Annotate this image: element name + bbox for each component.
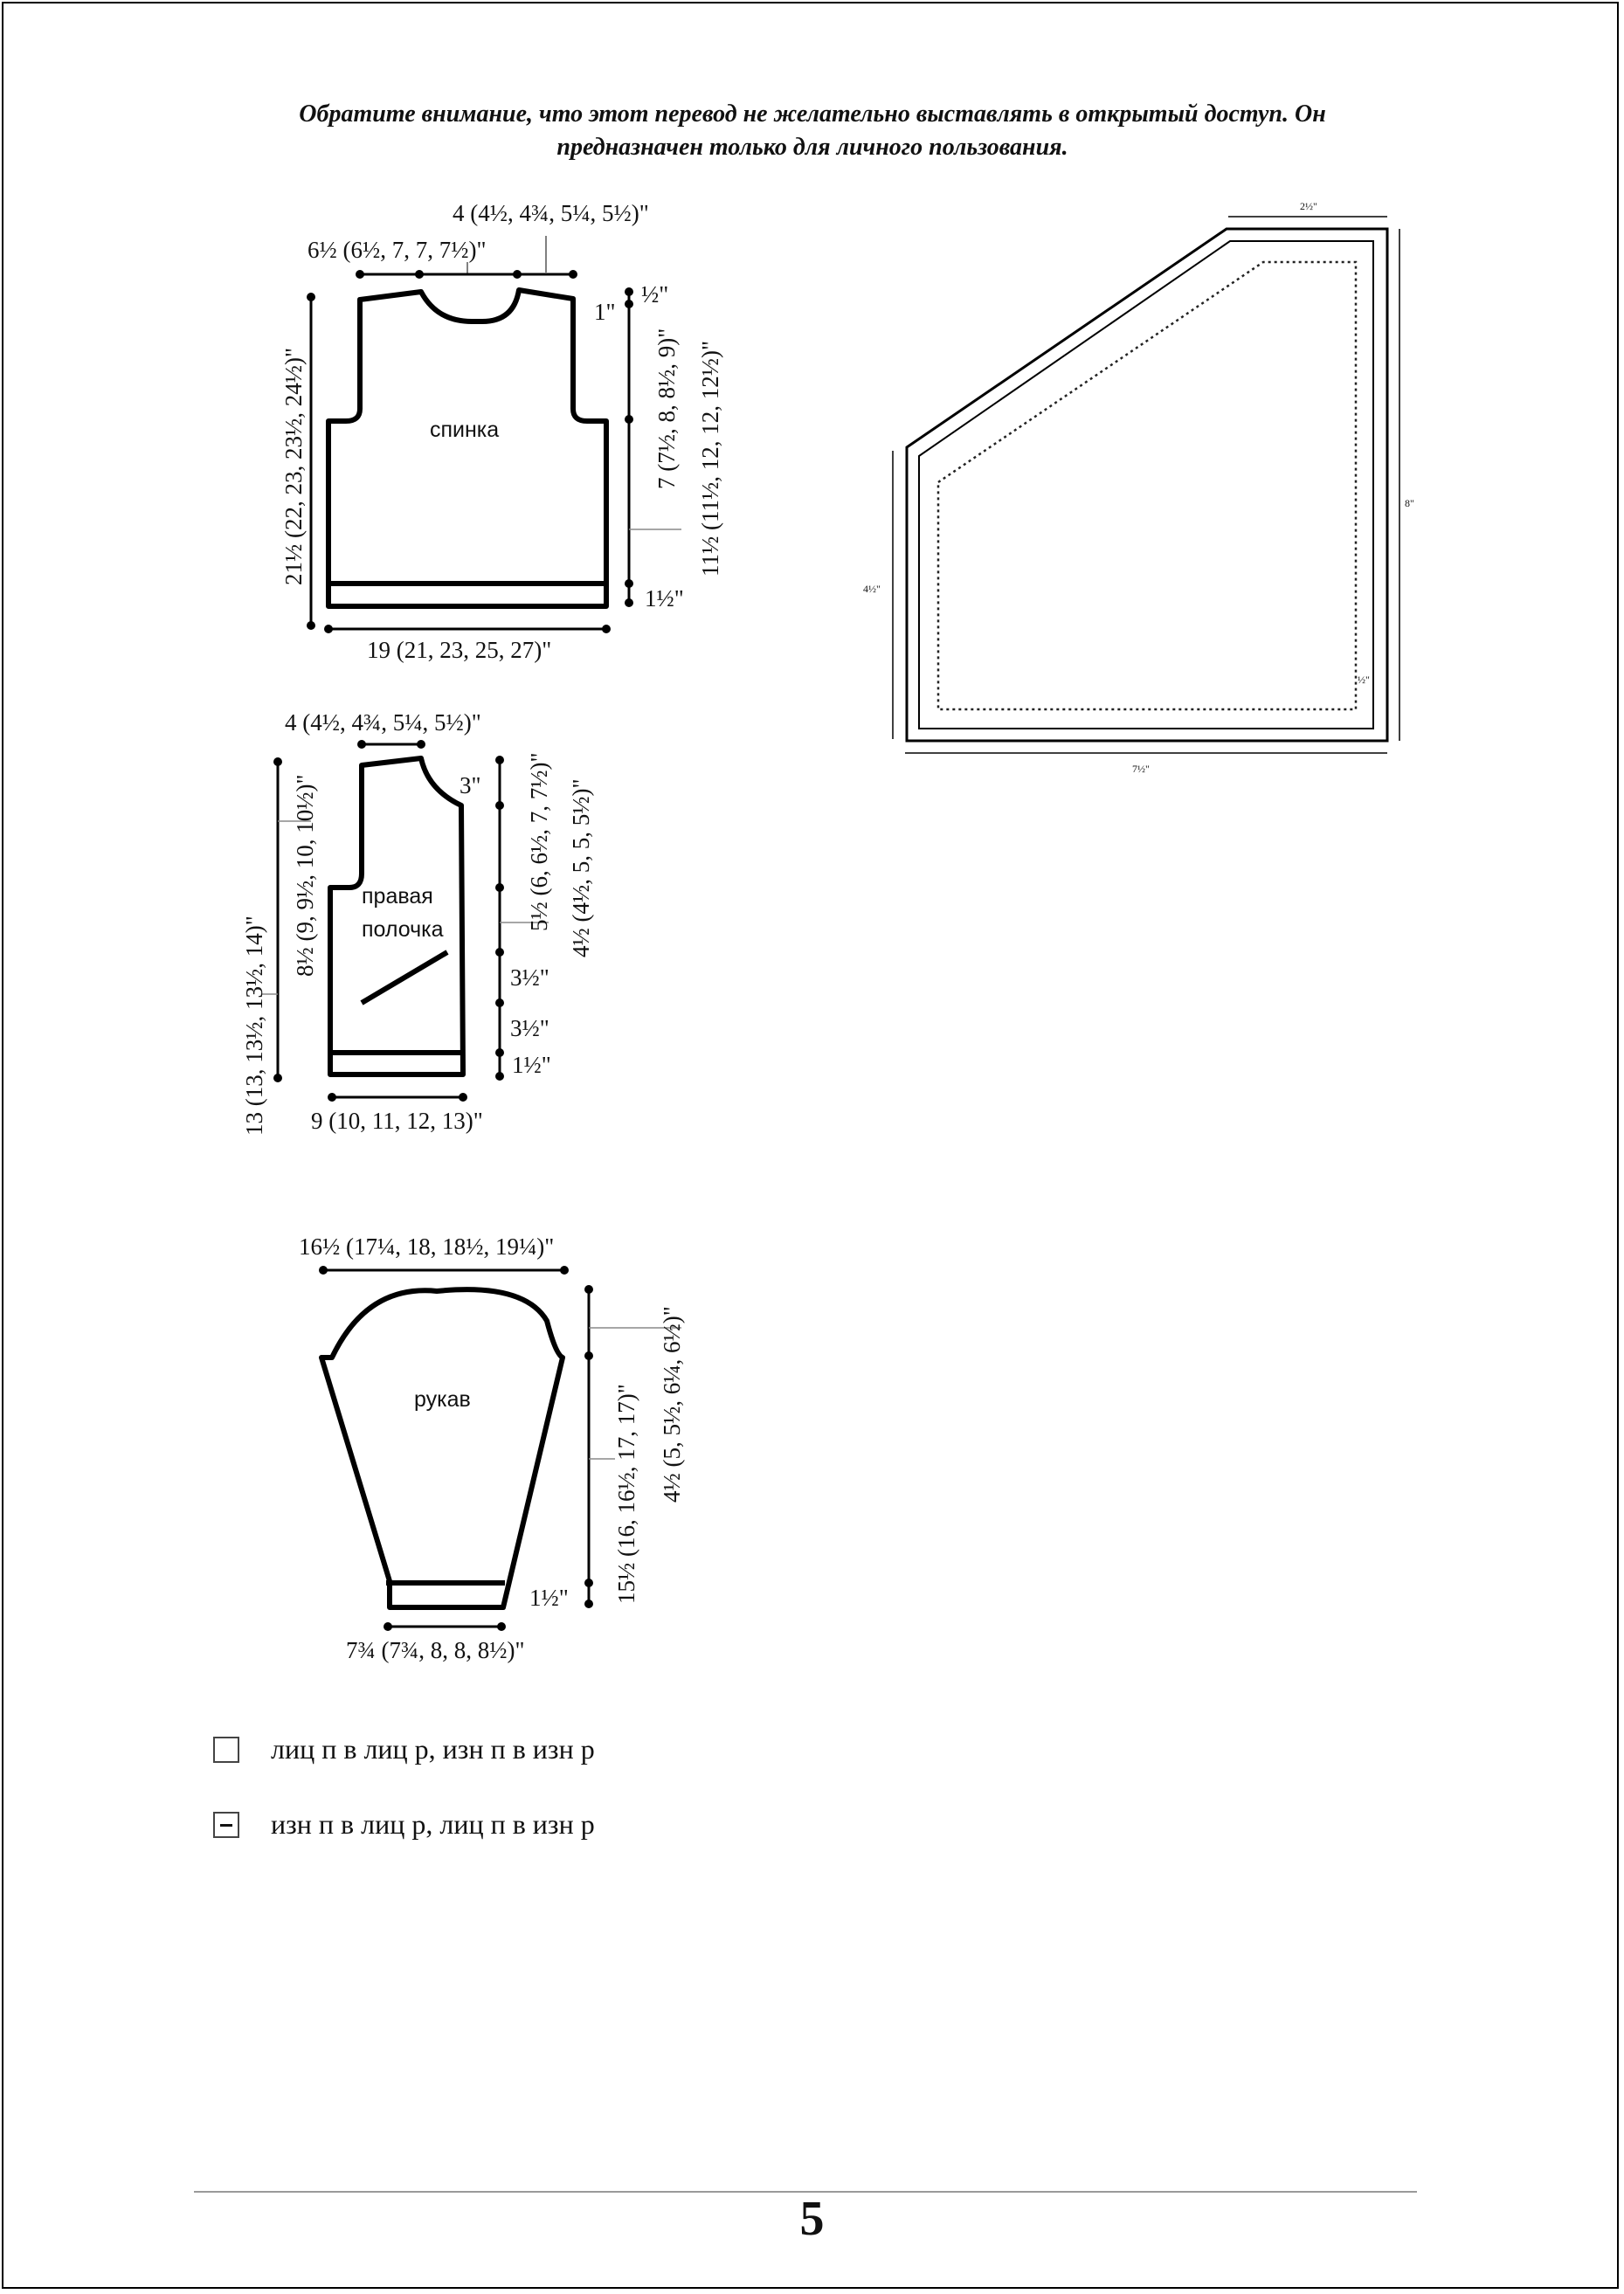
pocket-inner-dim: ½" bbox=[1358, 674, 1370, 686]
front-pocket-slit bbox=[362, 952, 447, 1003]
front-to-arm-dim: 8½ (9, 9½, 10, 10½)" bbox=[292, 774, 318, 977]
dot bbox=[602, 625, 611, 633]
empty-square-icon bbox=[213, 1737, 239, 1763]
pocket-left-dim: 4½" bbox=[863, 583, 881, 595]
dot bbox=[384, 1622, 392, 1631]
sleeve-rib-dim: 1½" bbox=[529, 1585, 569, 1611]
dot bbox=[328, 1093, 336, 1102]
legend-item-purl bbox=[213, 1808, 595, 1841]
dot bbox=[459, 1093, 467, 1102]
front-neck-drop-dim: 3" bbox=[460, 772, 481, 798]
page-number: 5 bbox=[799, 2192, 825, 2246]
legend-item-knit bbox=[213, 1733, 595, 1765]
sleeve-label: рукав bbox=[414, 1387, 471, 1412]
pocket-middle-outline bbox=[919, 241, 1373, 729]
dot bbox=[625, 598, 633, 607]
front-pocket1-dim: 3½" bbox=[510, 964, 549, 991]
dot bbox=[513, 270, 522, 279]
dot bbox=[357, 740, 366, 749]
pocket-top-dim: 2½" bbox=[1300, 200, 1317, 212]
back-rib-dim: 1½" bbox=[645, 585, 684, 612]
dot bbox=[584, 1579, 593, 1587]
pocket-inner-dotted bbox=[938, 262, 1356, 709]
dot bbox=[495, 801, 504, 810]
back-schematic bbox=[280, 200, 723, 663]
dot bbox=[307, 293, 315, 301]
back-label: спинка bbox=[430, 418, 500, 442]
back-width-dim: 19 (21, 23, 25, 27)" bbox=[367, 637, 552, 663]
dot bbox=[625, 300, 633, 308]
dot bbox=[497, 1622, 506, 1631]
dot bbox=[273, 1074, 282, 1082]
dot bbox=[584, 1351, 593, 1360]
back-half-dim: ½" bbox=[641, 281, 669, 307]
back-to-arm-dim: 11½ (11½, 12, 12, 12½)" bbox=[697, 341, 723, 577]
sleeve-schematic bbox=[299, 1233, 685, 1663]
sleeve-length-dim: 15½ (16, 16½, 17, 17)" bbox=[613, 1384, 639, 1604]
dash-square-icon bbox=[213, 1812, 239, 1838]
back-1in-dim: 1" bbox=[594, 299, 616, 325]
dot bbox=[307, 621, 315, 630]
back-outline bbox=[328, 290, 606, 606]
sleeve-outline bbox=[321, 1289, 563, 1607]
pocket-outer-outline bbox=[907, 229, 1387, 741]
dot bbox=[273, 757, 282, 766]
back-neck-dim: 4 (4½, 4¾, 5¼, 5½)" bbox=[453, 200, 649, 226]
front-pocket2-dim: 3½" bbox=[510, 1015, 549, 1041]
dot bbox=[324, 625, 333, 633]
front-armhole-dim: 5½ (6, 6½, 7, 7½)" bbox=[526, 752, 552, 931]
dot bbox=[495, 1048, 504, 1057]
dot bbox=[625, 287, 633, 296]
front-label-2: полочка bbox=[362, 917, 444, 942]
dot bbox=[625, 579, 633, 588]
dot bbox=[584, 1600, 593, 1608]
legend-text-purl: изн п в лиц р, лиц п в изн р bbox=[271, 1808, 595, 1840]
dot bbox=[495, 998, 504, 1007]
dot bbox=[560, 1266, 569, 1275]
dot bbox=[584, 1285, 593, 1294]
sleeve-cap-dim: 4½ (5, 5½, 6¼, 6½)" bbox=[659, 1306, 685, 1503]
dot bbox=[495, 948, 504, 957]
front-shoulder-dim: 4 (4½, 4¾, 5¼, 5½)" bbox=[285, 709, 481, 736]
pocket-right-dim: 8" bbox=[1405, 497, 1414, 509]
back-armhole-dim: 7 (7½, 8, 8½, 9)" bbox=[653, 328, 680, 489]
dot bbox=[417, 740, 425, 749]
front-schematic bbox=[241, 709, 594, 1136]
dot bbox=[625, 415, 633, 424]
front-outline bbox=[330, 758, 463, 1074]
dot bbox=[356, 270, 364, 279]
dot bbox=[415, 270, 424, 279]
front-rib-dim: 1½" bbox=[512, 1052, 551, 1078]
notice-line-2: предназначен только для личного пользования. bbox=[556, 134, 1068, 161]
pocket-schematic bbox=[863, 200, 1414, 775]
dot bbox=[569, 270, 577, 279]
back-shoulder-dim: 6½ (6½, 7, 7, 7½)" bbox=[308, 237, 487, 263]
dot bbox=[495, 1072, 504, 1081]
front-label-1: правая bbox=[362, 884, 433, 909]
sleeve-cuff-dim: 7¾ (7¾, 8, 8, 8½)" bbox=[346, 1637, 525, 1663]
dot bbox=[319, 1266, 328, 1275]
legend-text-knit: лиц п в лиц р, изн п в изн р bbox=[271, 1733, 595, 1765]
pocket-bottom-dim: 7½" bbox=[1132, 763, 1150, 775]
dot bbox=[495, 756, 504, 764]
back-height-dim: 21½ (22, 23, 23½, 24½)" bbox=[280, 347, 307, 585]
front-armhole2-dim: 4½ (4½, 5, 5, 5½)" bbox=[568, 778, 594, 957]
notice-line-1: Обратите внимание, что этот перевод не желательно выставлять в открытый доступ. Он bbox=[299, 100, 1326, 128]
front-total-height-dim: 13 (13, 13½, 13½, 14)" bbox=[241, 916, 267, 1136]
sleeve-top-width-dim: 16½ (17¼, 18, 18½, 19¼)" bbox=[299, 1233, 555, 1260]
front-width-dim: 9 (10, 11, 12, 13)" bbox=[311, 1108, 483, 1134]
dot bbox=[495, 883, 504, 892]
